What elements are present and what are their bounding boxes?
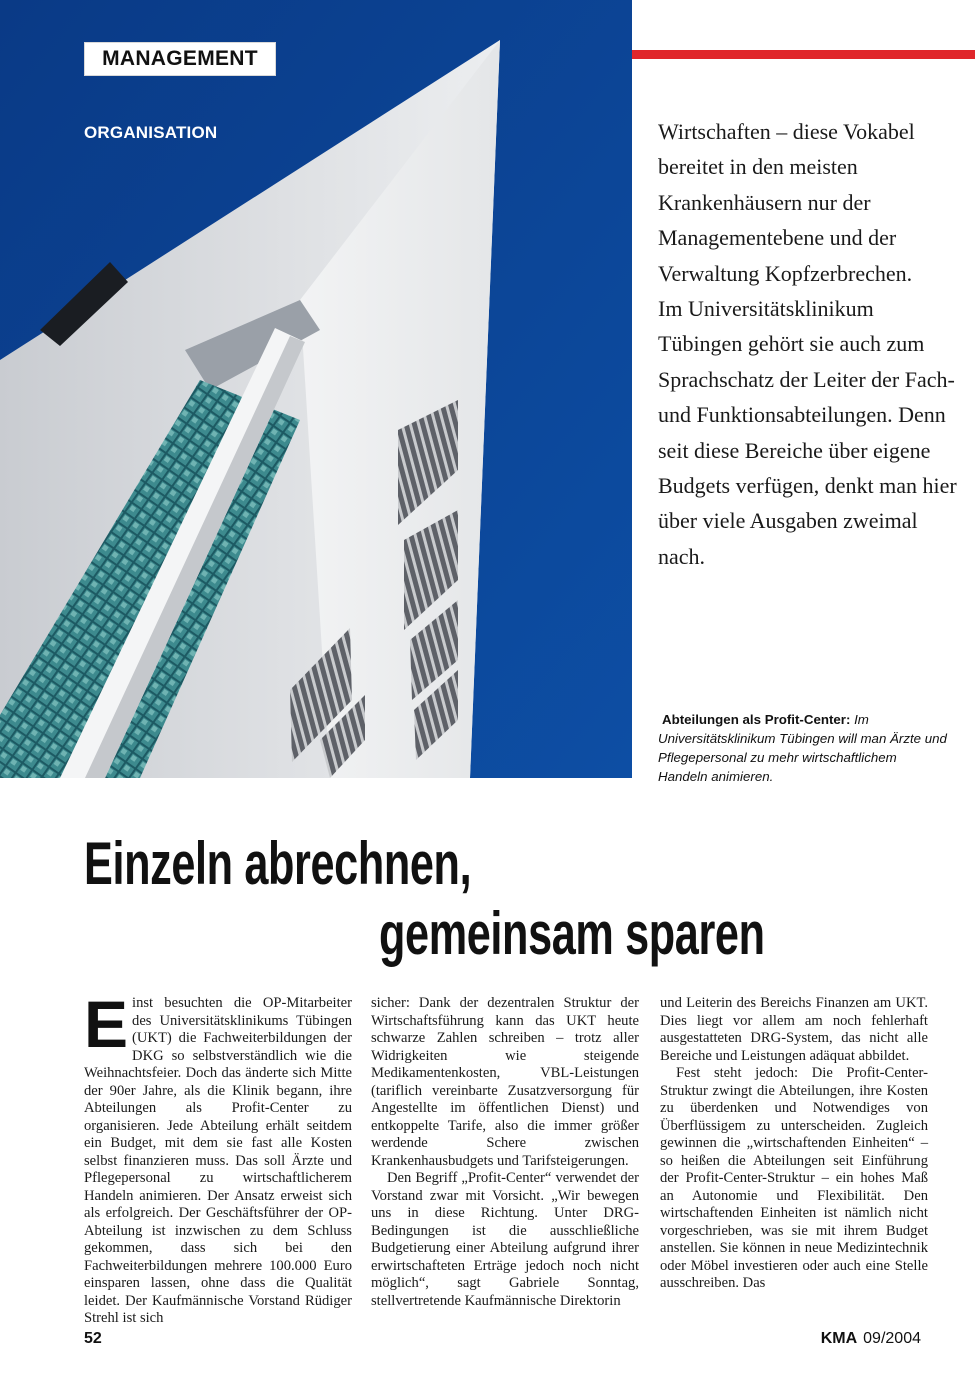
footer-issue [821, 1330, 921, 1348]
issue-number: 09/2004 [863, 1330, 921, 1347]
body-paragraph: inst besuchten die OP-Mitarbeiter des Universitätsklinikums Tübingen (UKT) die Fachweiterbildungen der DKG so selbstverständlich wie die Weihnachtsfeier. Doch das änderte sich Mitte der 90er Jahre, als die Klinik begann, ihre Abteilungen als Profit-Center zu organisieren. Jede Abteilung erhält seitdem ein Budget, mit dem sie fast alle Kosten selbst finanzieren muss. Das soll Ärzte und Pflegepersonal zu wirtschaftlicherem Handeln animieren. Der Ansatz erweist sich als erfolgreich. Der Geschäftsführer der OP-Abteilung ist inzwischen zu dem Schluss gekommen, dass sich bei den Fachweiterbildungen mehrere 100.000 Euro einsparen lassen, ohne dass die Qualität leidet. Der Kaufmännische Vorstand Rüdiger Strehl ist sich [84, 995, 352, 1326]
headline-line-1: Einzeln abrechnen, [84, 830, 472, 897]
caption-text: Im Universitätsklinikum Tübingen will man Ärzte und Pflegepersonal zu mehr wirtschaftlichem Handeln animieren. [658, 712, 947, 784]
article-photo [0, 0, 632, 778]
body-column-1 [84, 987, 352, 1328]
intro-text [658, 114, 958, 574]
header-rule [632, 50, 975, 59]
magazine-name: KMA [820, 1330, 858, 1347]
intro-paragraph: Wirtschaften – diese Vokabel bereitet in den meisten Krankenhäusern nur der Managementebene und der Verwaltung Kopfzerbrechen. [658, 119, 915, 286]
section-label: MANAGEMENT [84, 42, 276, 76]
intro-paragraph: Im Universitätsklinikum Tübingen gehört sie auch zum Sprachschatz der Leiter der Fach- und Funktionsabteilungen. Denn seit diese Bereiche über eigene Budgets verfügen, denkt man hier über viele Ausgaben zweimal nach. [658, 296, 957, 569]
body-paragraph: Fest steht jedoch: Die Profit-Center-Struktur zwingt die Abteilungen, ihre Kosten zu überdenken und Notwendiges von Überflüssigem zu unterscheiden. Zugleich gewinnen die „wirtschaftenden Einheiten“ – so heißen die Abteilungen seit Einführung der Profit-Center-Struktur – ein hohes Maß an Autonomie und Flexibilität. Den wirtschaftenden Einheiten ist nämlich nicht vorgeschrieben, was sie mit ihrem Budget anstellen. Sie können in neue Medizintechnik oder Möbel investieren oder auch eine Stelle ausschreiben. Das [660, 1065, 928, 1291]
page-number: 52 [84, 1330, 102, 1347]
caption-lead: Abteilungen als Profit-Center: [662, 712, 851, 727]
body-column-3 [660, 995, 928, 1293]
kicker-label: ORGANISATION [84, 123, 218, 142]
headline-line-2: gemeinsam sparen [379, 900, 765, 967]
body-paragraph: sicher: Dank der dezentralen Struktur der Wirtschaftsführung kann das UKT heute schwarze Zahlen schreiben – trotz aller Widrigkeiten wie steigende Medikamentenkosten, VBL-Leistungen (tariflich vereinbarte Zusatzversorgung für Angestellte im öffentlichen Dienst) und entkoppelte Tarife, also die immer größer werdende Schere zwischen Krankenhausbudgets und Tarifsteigerungen. [371, 995, 639, 1169]
drop-cap: E [84, 987, 129, 1061]
body-column-2 [371, 995, 639, 1310]
photo-caption [658, 710, 948, 786]
body-paragraph: und Leiterin des Bereichs Finanzen am UKT. Dies liegt vor allem am noch fehlerhaft ausgestatteten DRG-System, das nicht alle Bereiche und Leistungen adäquat abbildet. [660, 995, 928, 1064]
body-paragraph: Den Begriff „Profit-Center“ verwendet der Vorstand zwar mit Vorsicht. „Wir bewegen uns in diese Richtung. Unter DRG-Bedingungen ist die ausschließliche Budgetierung einer Abteilung aufgrund ihrer erwirtschafteten Erträge jedoch noch nicht möglich“, sagt Gabriele Sonntag, stellvertretende Kaufmännische Direktorin [371, 1170, 639, 1309]
